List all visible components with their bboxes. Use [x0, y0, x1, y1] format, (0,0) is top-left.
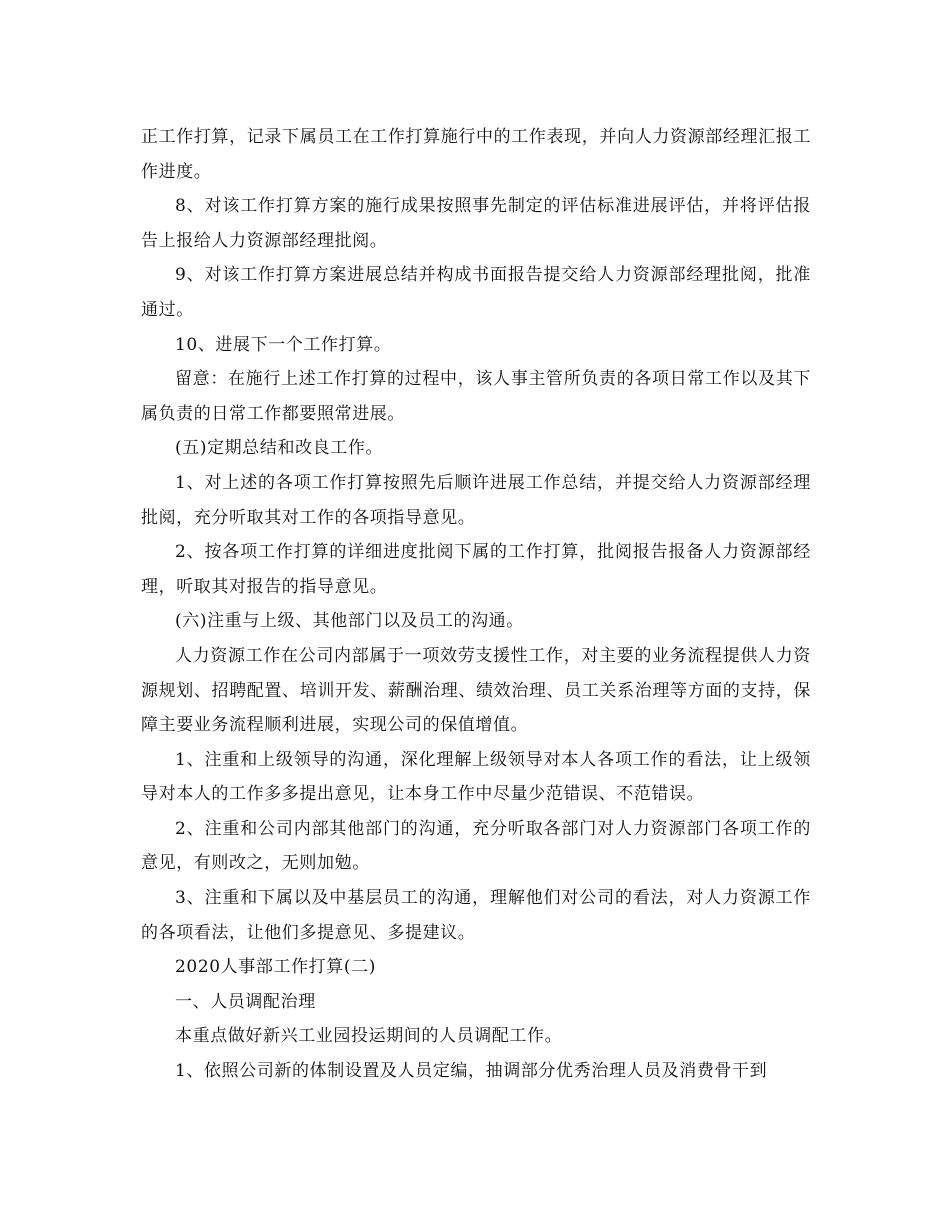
- paragraph: 留意：在施行上述工作打算的过程中，该人事主管所负责的各项日常工作以及其下属负责的日常工作都要照常进展。: [141, 369, 811, 424]
- section-heading: (五)定期总结和改良工作。: [175, 438, 384, 459]
- section-heading: (六)注重与上级、其他部门以及员工的沟通。: [175, 611, 524, 632]
- paragraph: 2、按各项工作打算的详细进度批阅下属的工作打算，批阅报告报备人力资源部经理，听取其对报告的指导意见。: [141, 542, 811, 597]
- paragraph: 9、对该工作打算方案进展总结并构成书面报告提交给人力资源部经理批阅，批准通过。: [141, 265, 811, 320]
- document-title: 2020人事部工作打算(二): [175, 957, 376, 978]
- paragraph: 1、注重和上级领导的沟通，深化理解上级领导对本人各项工作的看法，让上级领导对本人的工作多多提出意见，让本身工作中尽量少范错误、不范错误。: [141, 749, 811, 805]
- paragraph: 1、依照公司新的体制设置及人员定编，抽调部分优秀治理人员及消费骨干到: [175, 1061, 768, 1082]
- document-body: [141, 120, 811, 1089]
- paragraph: 人力资源工作在公司内部属于一项效劳支援性工作，对主要的业务流程提供人力资源规划、招聘配置、培训开发、薪酬治理、绩效治理、员工关系治理等方面的支持，保障主要业务流程顺利进展，实现公司的保值增值。: [141, 645, 811, 736]
- paragraph: 10、进展下一个工作打算。: [175, 334, 392, 355]
- paragraph: 本重点做好新兴工业园投运期间的人员调配工作。: [175, 1026, 563, 1047]
- paragraph: 3、注重和下属以及中基层员工的沟通，理解他们对公司的看法，对人力资源工作的各项看法，让他们多提意见、多提建议。: [141, 888, 811, 943]
- section-heading: 一、人员调配治理: [175, 991, 316, 1012]
- paragraph: 8、对该工作打算方案的施行成果按照事先制定的评估标准进展评估，并将评估报告上报给人力资源部经理批阅。: [141, 196, 811, 251]
- paragraph: 正工作打算，记录下属员工在工作打算施行中的工作表现，并向人力资源部经理汇报工作进度。: [141, 127, 811, 182]
- paragraph: 2、注重和公司内部其他部门的沟通，充分听取各部门对人力资源部门各项工作的意见，有则改之，无则加勉。: [141, 818, 811, 874]
- paragraph: 1、对上述的各项工作打算按照先后顺许进展工作总结，并提交给人力资源部经理批阅，充分听取其对工作的各项指导意见。: [141, 472, 811, 528]
